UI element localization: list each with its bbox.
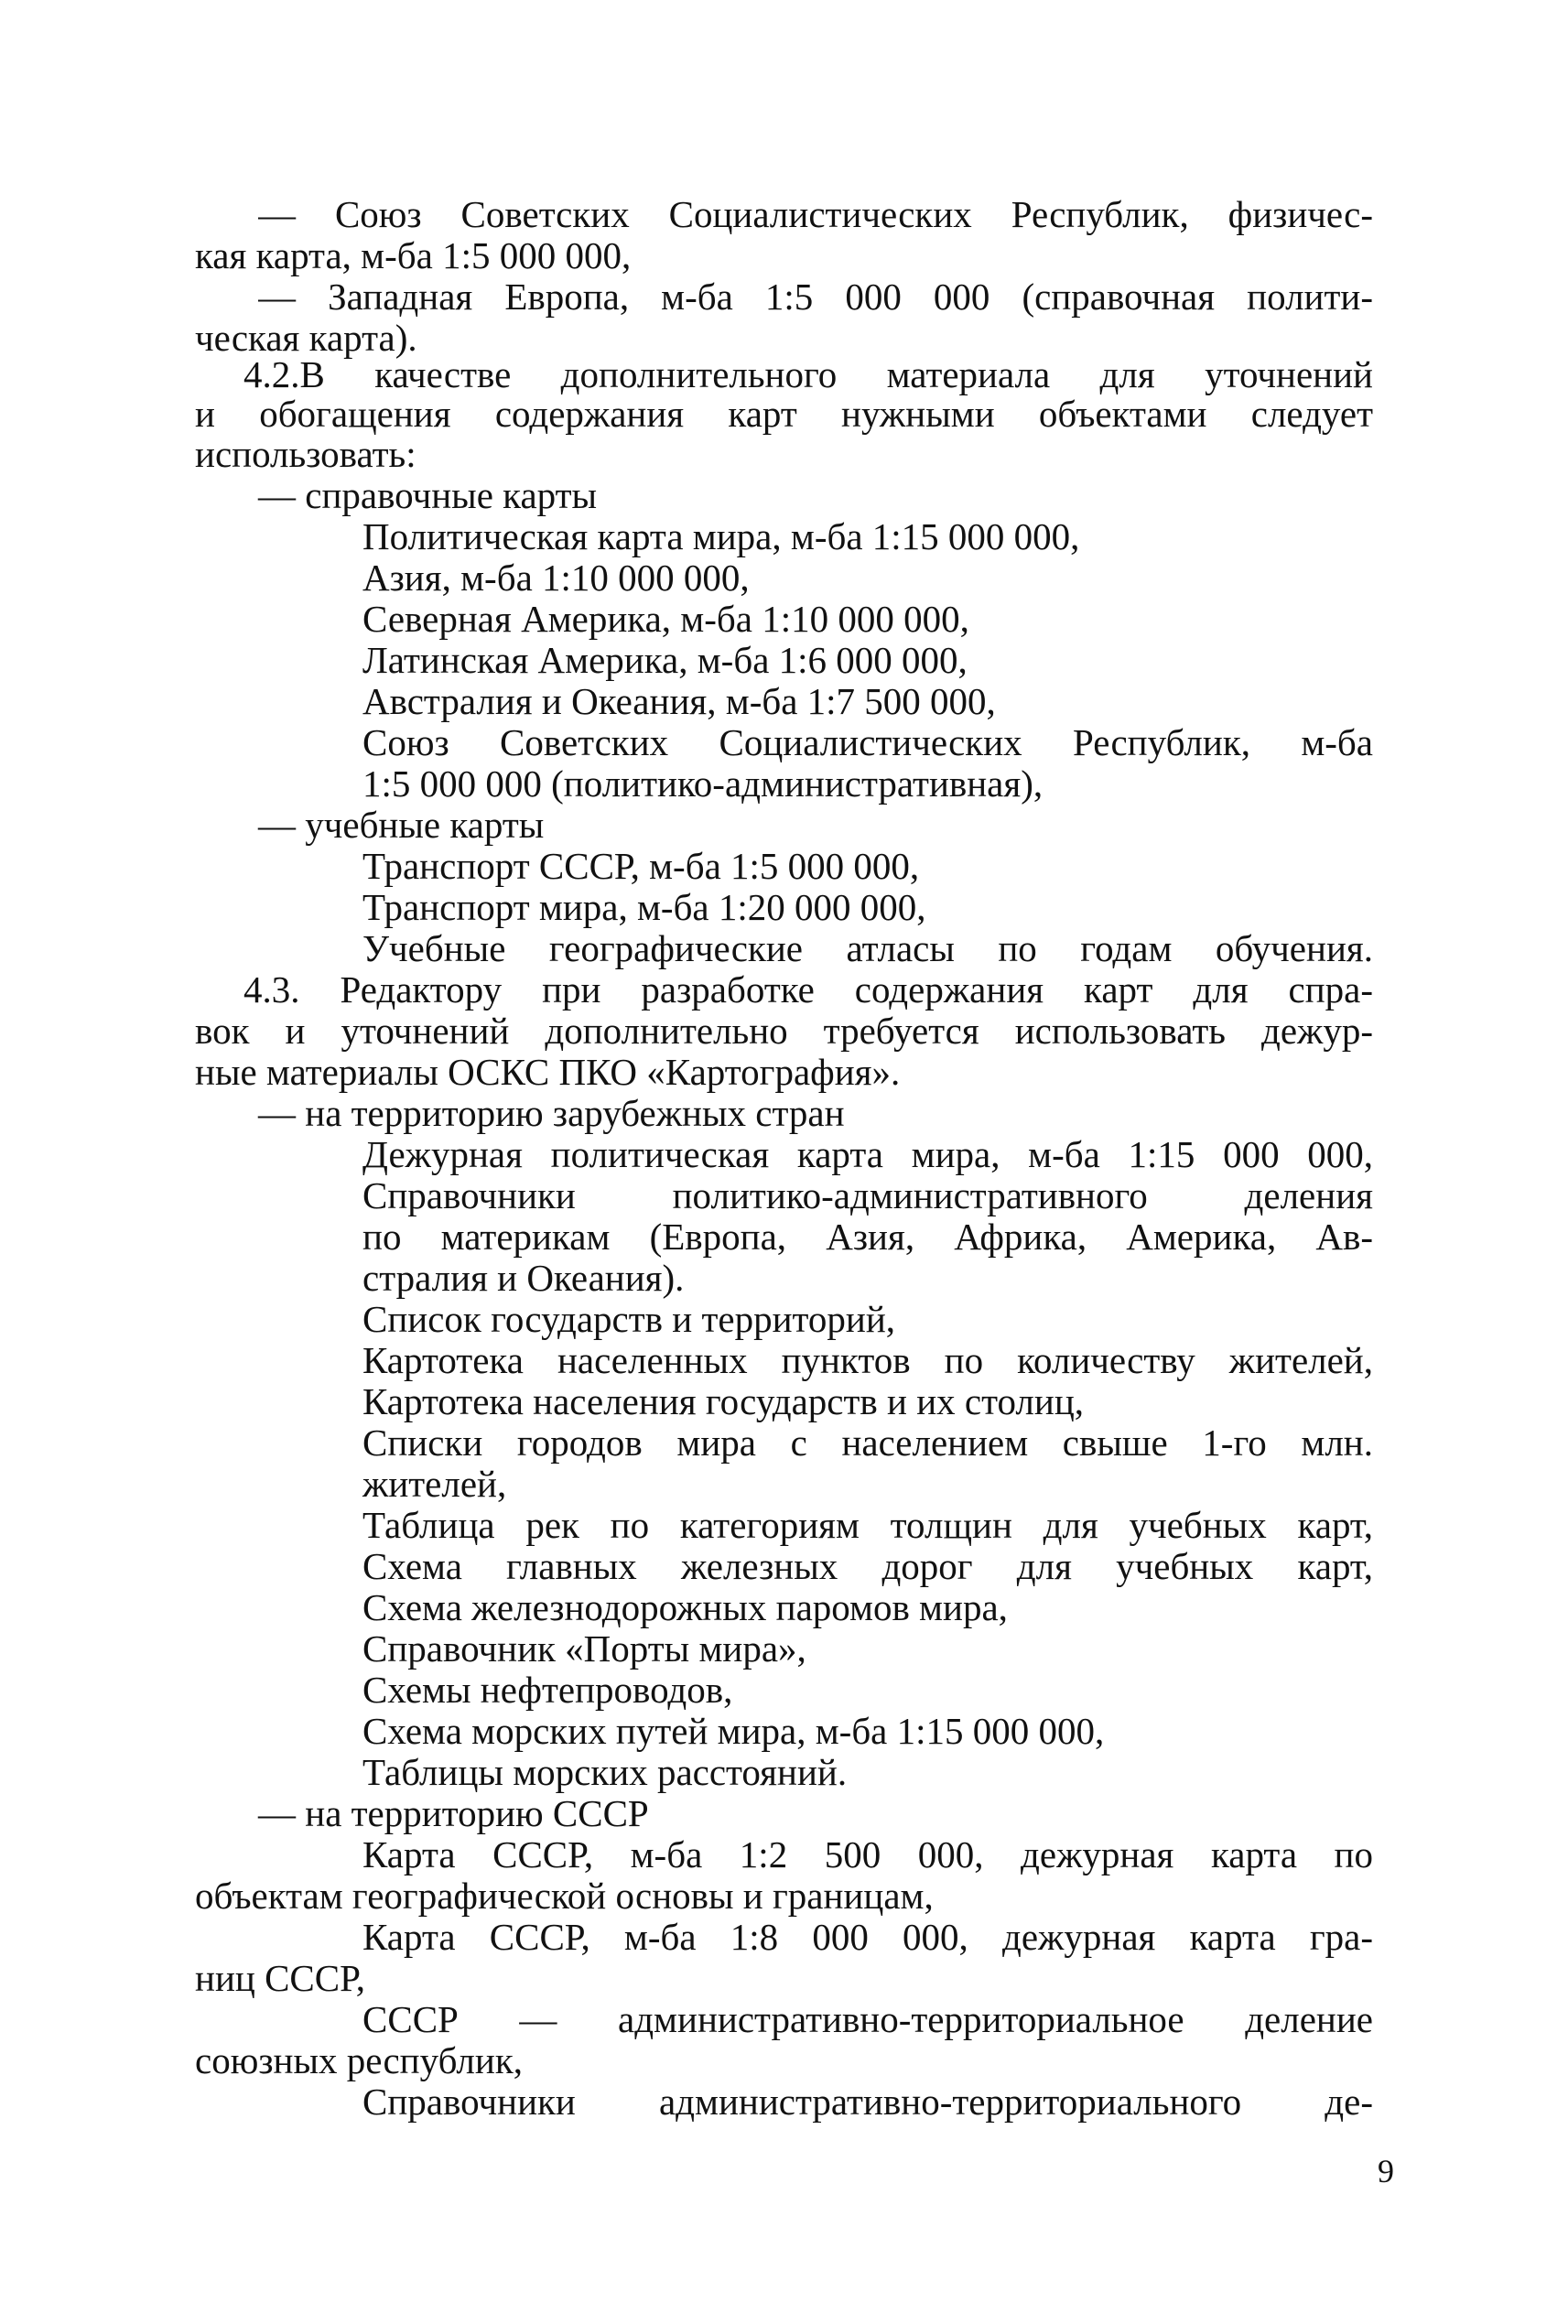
text-line-25: Справочники политико-административного деления <box>362 1174 1373 1216</box>
text-line-7: использовать: <box>195 433 416 475</box>
text-line-42: объектам географической основы и границам, <box>195 1875 934 1917</box>
page-number: 9 <box>1378 2153 1394 2189</box>
text-line-31: Списки городов мира с населением свыше 1-го млн. <box>362 1421 1373 1464</box>
text-line-47: Справочники административно-территориального де- <box>362 2081 1373 2123</box>
text-line-33: Таблица рек по категориям толщин для учебных карт, <box>362 1504 1373 1546</box>
text-line-36: Справочник «Порты мира», <box>362 1627 806 1670</box>
text-line-20: 4.3. Редактору при разработке содержания карт для спра- <box>243 968 1373 1011</box>
text-line-24: Дежурная политическая карта мира, м-ба 1:15 000 000, <box>362 1133 1373 1175</box>
text-line-43: Карта СССР, м-ба 1:8 000 000, дежурная карта гра- <box>362 1916 1373 1958</box>
text-line-6: и обогащения содержания карт нужными объектами следует <box>195 393 1373 435</box>
text-line-3: — Западная Европа, м-ба 1:5 000 000 (справочная полити- <box>258 276 1373 318</box>
text-line-16: — учебные карты <box>258 804 545 846</box>
text-line-17: Транспорт СССР, м-ба 1:5 000 000, <box>362 845 920 887</box>
text-line-35: Схема железнодорожных паромов мира, <box>362 1586 1008 1628</box>
text-line-39: Таблицы морских расстояний. <box>362 1751 848 1793</box>
text-line-45: СССР — административно-территориальное деление <box>362 1998 1373 2040</box>
text-line-14: Союз Советских Социалистических Республик, м-ба <box>362 721 1373 763</box>
text-line-15: 1:5 000 000 (политико-административная), <box>362 762 1044 805</box>
text-line-18: Транспорт мира, м-ба 1:20 000 000, <box>362 886 926 928</box>
text-line-5: 4.2.В качестве дополнительного материала для уточнений <box>243 353 1373 395</box>
text-line-2: кая карта, м-ба 1:5 000 000, <box>195 234 632 276</box>
text-line-29: Картотека населенных пунктов по количеству жителей, <box>362 1339 1373 1381</box>
text-line-12: Латинская Америка, м-ба 1:6 000 000, <box>362 639 968 681</box>
text-line-37: Схемы нефтепроводов, <box>362 1669 733 1711</box>
text-line-38: Схема морских путей мира, м-ба 1:15 000 000, <box>362 1710 1105 1752</box>
text-line-44: ниц СССР, <box>195 1957 366 1999</box>
text-line-22: ные материалы ОСКС ПКО «Картография». <box>195 1051 901 1093</box>
text-line-8: — справочные карты <box>258 474 598 516</box>
text-line-32: жителей, <box>362 1463 507 1505</box>
text-line-34: Схема главных железных дорог для учебных карт, <box>362 1545 1373 1587</box>
text-line-10: Азия, м-ба 1:10 000 000, <box>362 557 750 599</box>
text-line-41: Карта СССР, м-ба 1:2 500 000, дежурная карта по <box>362 1833 1373 1875</box>
text-line-4: ческая карта). <box>195 317 417 359</box>
text-line-19: Учебные географические атласы по годам обучения. <box>362 927 1373 969</box>
text-line-28: Список государств и территорий, <box>362 1298 896 1340</box>
text-line-40: — на территорию СССР <box>258 1792 649 1834</box>
text-line-21: вок и уточнений дополнительно требуется использовать дежур- <box>195 1010 1373 1052</box>
text-line-1: — Союз Советских Социалистических Республик, физичес- <box>258 193 1373 235</box>
text-line-13: Австралия и Океания, м-ба 1:7 500 000, <box>362 680 996 722</box>
text-line-27: стралия и Океания). <box>362 1257 685 1299</box>
text-line-23: — на территорию зарубежных стран <box>258 1092 845 1134</box>
text-line-30: Картотека населения государств и их столиц, <box>362 1380 1085 1422</box>
text-line-26: по материкам (Европа, Азия, Африка, Америка, Ав- <box>362 1216 1373 1258</box>
text-line-9: Политическая карта мира, м-ба 1:15 000 000, <box>362 515 1080 557</box>
text-line-11: Северная Америка, м-ба 1:10 000 000, <box>362 598 969 640</box>
text-line-46: союзных республик, <box>195 2039 523 2081</box>
